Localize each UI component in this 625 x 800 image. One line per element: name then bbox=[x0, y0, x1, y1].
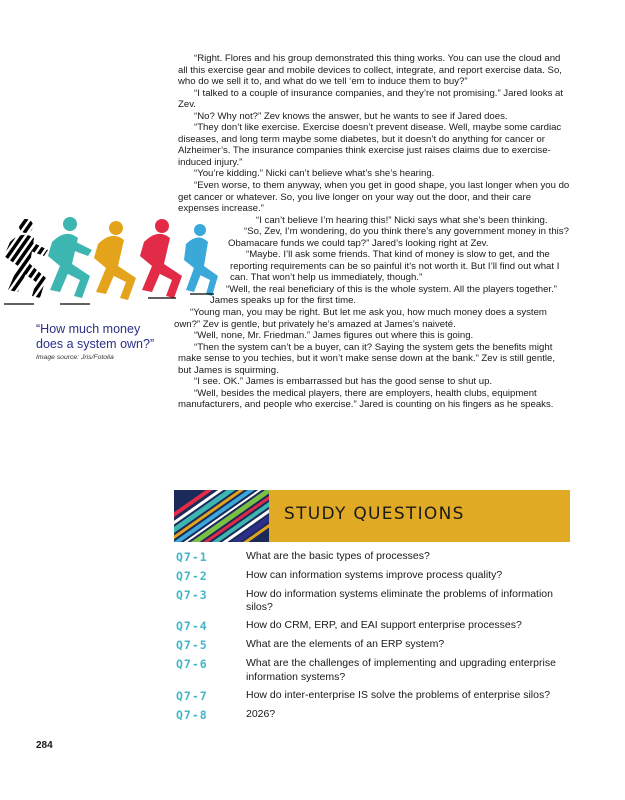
page-number: 284 bbox=[36, 740, 53, 751]
runner-figure bbox=[184, 224, 218, 296]
study-question bbox=[176, 708, 576, 722]
study-question bbox=[176, 657, 576, 683]
story-paragraph: “Well, none, Mr. Friedman.” James figures out where this is going. bbox=[194, 330, 474, 342]
study-questions-banner bbox=[174, 490, 570, 542]
story-paragraph: “They don’t like exercise. Exercise doesn’t prevent disease. Well, maybe some cardiac diseases, and long term maybe some diabetes, but it doesn’t do anything for cancer or Alzheimer’s. The insurance companies think exercise just raises claims due to exercise-induced injury.” bbox=[178, 122, 562, 168]
study-question bbox=[176, 550, 576, 564]
runner-figure bbox=[48, 217, 92, 298]
story-paragraph: “Then the system can’t be a buyer, can it? Saying the system gets the benefits might make sense to you techies, but it won’t make sense down at the bank.” Zev is still gentle, but James is squirming. bbox=[178, 341, 556, 376]
runner-figure bbox=[4, 219, 48, 298]
story-paragraph: “Young man, you may be right. But let me ask you, how much money does a system own?” Zev is gentle, but privately he’s amazed at James’s naiveté. bbox=[174, 307, 547, 330]
study-questions-list bbox=[176, 550, 576, 727]
story-paragraph: “Even worse, to them anyway, when you get in good shape, you last longer when you do get cancer or whatever. So, you live longer on your way out the door, and their care expenses increase.” bbox=[178, 180, 570, 215]
story-paragraph: “I talked to a couple of insurance companies, and they’re not promising.” Jared looks at Zev. bbox=[178, 87, 564, 111]
study-question bbox=[176, 569, 576, 583]
question-text: How do CRM, ERP, and EAI support enterprise processes? bbox=[246, 619, 522, 632]
question-number: Q7-1 bbox=[176, 550, 208, 564]
story-paragraph: “I can’t believe I’m hearing this!” Nicki says what she’s been thinking. bbox=[256, 214, 548, 226]
study-question bbox=[176, 588, 576, 614]
question-number: Q7-5 bbox=[176, 638, 208, 653]
question-text: What are the challenges of implementing and upgrading enterprise information systems? bbox=[246, 657, 556, 683]
question-number: Q7-6 bbox=[176, 657, 208, 672]
story-paragraph: “Right. Flores and his group demonstrated this thing works. You can use the cloud and all this exercise gear and mobile devices to collect, integrate, and report exercise data. So, who do we sell it to, and what do we tell ‘em to induce them to buy?” bbox=[178, 53, 562, 88]
study-question bbox=[176, 689, 576, 703]
question-text: What are the elements of an ERP system? bbox=[246, 638, 445, 651]
question-number: Q7-3 bbox=[176, 588, 208, 602]
story-paragraph: “No? Why not?” Zev knows the answer, but he wants to see if Jared does. bbox=[194, 110, 508, 122]
question-number: Q7-2 bbox=[176, 569, 208, 583]
story-paragraph: “Well, besides the medical players, there are employers, health clubs, equipment manufacturers, and people who exercise.” Jared is counting on his fingers as he speaks. bbox=[178, 387, 554, 411]
question-number: Q7-7 bbox=[176, 688, 208, 703]
question-text: What are the basic types of processes? bbox=[246, 550, 430, 562]
runner-figure bbox=[94, 221, 136, 300]
decorative-stripes bbox=[174, 490, 269, 542]
question-text: How do inter-enterprise IS solve the problems of enterprise silos? bbox=[246, 688, 551, 701]
story-paragraph: “I see. OK.” James is embarrassed but has the good sense to shut up. bbox=[194, 376, 493, 388]
question-text: How can information systems improve process quality? bbox=[246, 569, 503, 581]
story-paragraph: “Maybe. I’ll ask some friends. That kind of money is slow to get, and the reporting requirements can be so painful it’s not worth it. But I’ll find out what I can. That won’t help us immediately, though.” bbox=[230, 249, 560, 284]
story-paragraph: “Well, the real beneficiary of this is the whole system. All the players together.” James speaks up for the first time. bbox=[210, 283, 557, 307]
study-question bbox=[176, 619, 576, 633]
story-paragraph: “So, Zev, I’m wondering, do you think there’s any government money in this? Obamacare funds we could tap?” Jared’s looking right at Zev. bbox=[228, 226, 569, 249]
runner-figure bbox=[140, 219, 182, 298]
question-text: How do information systems eliminate the problems of information silos? bbox=[246, 588, 553, 614]
image-caption bbox=[36, 322, 166, 361]
runners-illustration bbox=[0, 212, 228, 312]
study-questions-title: STUDY QUESTIONS bbox=[284, 504, 465, 524]
caption-quote: “How much money does a system own?” bbox=[36, 322, 155, 351]
story-paragraph: “You’re kidding.” Nicki can’t believe what’s she’s hearing. bbox=[194, 168, 435, 180]
story-text bbox=[174, 53, 570, 411]
image-source: Image source: Jris/Fotolia bbox=[36, 354, 114, 361]
question-number: Q7-4 bbox=[176, 619, 208, 634]
question-text: 2026? bbox=[246, 707, 276, 720]
study-question bbox=[176, 638, 576, 652]
question-number: Q7-8 bbox=[176, 707, 208, 722]
